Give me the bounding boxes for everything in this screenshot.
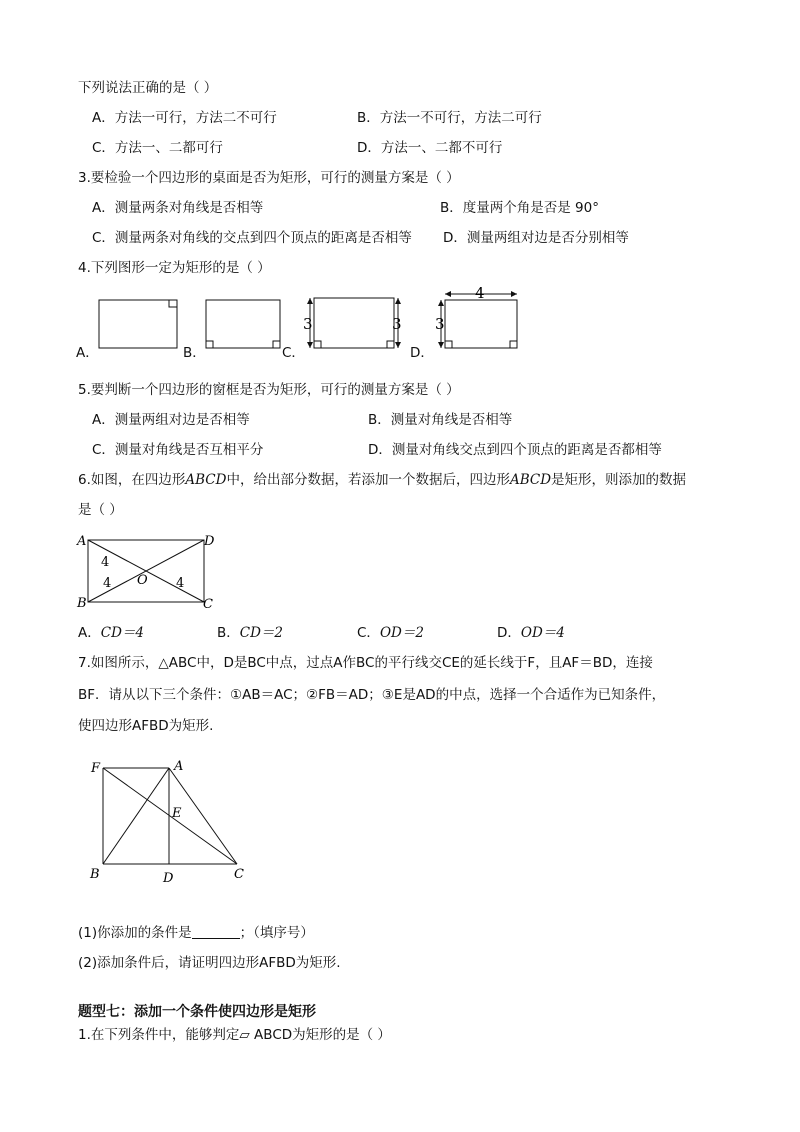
q4-option-b[interactable]: B． — [183, 345, 206, 361]
label-c: C — [234, 867, 244, 882]
q7-line1: 7.如图所示，△ABC中，D是BC中点，过点A作BC的平行线交CE的延长线于F，且AF＝BD，连接 — [78, 655, 653, 671]
q4-figure-a — [99, 300, 177, 348]
section-q1: 1.在下列条件中，能够判定▱ ABCD为矩形的是（ ） — [78, 1027, 391, 1043]
option-b[interactable]: B．方法一不可行，方法二可行 — [357, 110, 542, 126]
label-f: F — [91, 761, 101, 776]
q6-option-c[interactable]: C．OD＝2 — [357, 625, 424, 641]
dim-c-right: 3 — [392, 315, 402, 333]
q3-option-c[interactable]: C．测量两条对角线的交点到四个顶点的距离是否相等 — [92, 230, 412, 246]
answer-blank[interactable] — [192, 924, 240, 939]
q5-option-c[interactable]: C．测量对角线是否互相平分 — [92, 442, 264, 458]
q7-line2: BF．请从以下三个条件：①AB＝AC；②FB＝AD；③E是AD的中点，选择一个合适作为已知条件， — [78, 687, 666, 703]
q6-option-a[interactable]: A．CD＝4 — [78, 625, 144, 641]
q7-figure — [80, 752, 260, 888]
q5-stem: 5.要判断一个四边形的窗框是否为矩形，可行的测量方案是（ ） — [78, 382, 460, 398]
label-d: D — [163, 871, 174, 886]
section-title: 题型七：添加一个条件使四边形是矩形 — [78, 1004, 316, 1020]
q6-option-b[interactable]: B．CD＝2 — [217, 625, 284, 641]
label-e: E — [172, 806, 182, 821]
dim-c-left: 3 — [303, 315, 313, 333]
label-b: B — [90, 867, 100, 882]
label-a: A — [174, 759, 184, 774]
q7-sub2: (2)添加条件后，请证明四边形AFBD为矩形. — [78, 955, 341, 971]
label-4-bo: 4 — [103, 576, 112, 591]
q6-stem: 6.如图，在四边形ABCD中，给出部分数据，若添加一个数据后，四边形ABCD是矩形，则添加的数据 — [78, 472, 687, 488]
q4-option-d[interactable]: D． — [410, 345, 434, 361]
q5-option-d[interactable]: D．测量对角线交点到四个顶点的距离是否都相等 — [368, 442, 662, 458]
q6-figure — [70, 528, 230, 616]
q4-figure-c — [307, 298, 401, 348]
q7-line3: 使四边形AFBD为矩形. — [78, 718, 214, 734]
label-4-oc: 4 — [176, 576, 185, 591]
q3-option-a[interactable]: A．测量两条对角线是否相等 — [92, 200, 264, 216]
q6-stem-line2: 是（ ） — [78, 502, 123, 518]
q7-sub1: (1)你添加的条件是 ；（填序号） — [78, 925, 314, 941]
label-c: C — [203, 597, 213, 612]
q6-option-d[interactable]: D．OD＝4 — [497, 625, 565, 641]
q3-stem: 3.要检验一个四边形的桌面是否为矩形，可行的测量方案是（ ） — [78, 170, 460, 186]
q3-option-d[interactable]: D．测量两组对边是否分别相等 — [443, 230, 629, 246]
q4-option-c[interactable]: C． — [282, 345, 305, 361]
label-o: O — [137, 573, 148, 588]
q5-option-a[interactable]: A．测量两组对边是否相等 — [92, 412, 250, 428]
label-a: A — [77, 534, 87, 549]
question-stem: 下列说法正确的是（ ） — [78, 80, 218, 96]
option-c[interactable]: C．方法一、二都可行 — [92, 140, 223, 156]
q5-option-b[interactable]: B．测量对角线是否相等 — [368, 412, 513, 428]
q4-stem: 4.下列图形一定为矩形的是（ ） — [78, 260, 271, 276]
label-4-ab: 4 — [101, 555, 110, 570]
q3-option-b[interactable]: B．度量两个角是否是 90° — [440, 200, 599, 216]
q4-figure-b — [206, 300, 280, 348]
label-b: B — [77, 596, 87, 611]
option-a[interactable]: A．方法一可行，方法二不可行 — [92, 110, 277, 126]
label-d: D — [204, 534, 215, 549]
q4-option-a[interactable]: A． — [76, 345, 99, 361]
dim-d-top: 4 — [475, 284, 485, 302]
dim-d-left: 3 — [435, 315, 445, 333]
option-d[interactable]: D．方法一、二都不可行 — [357, 140, 503, 156]
